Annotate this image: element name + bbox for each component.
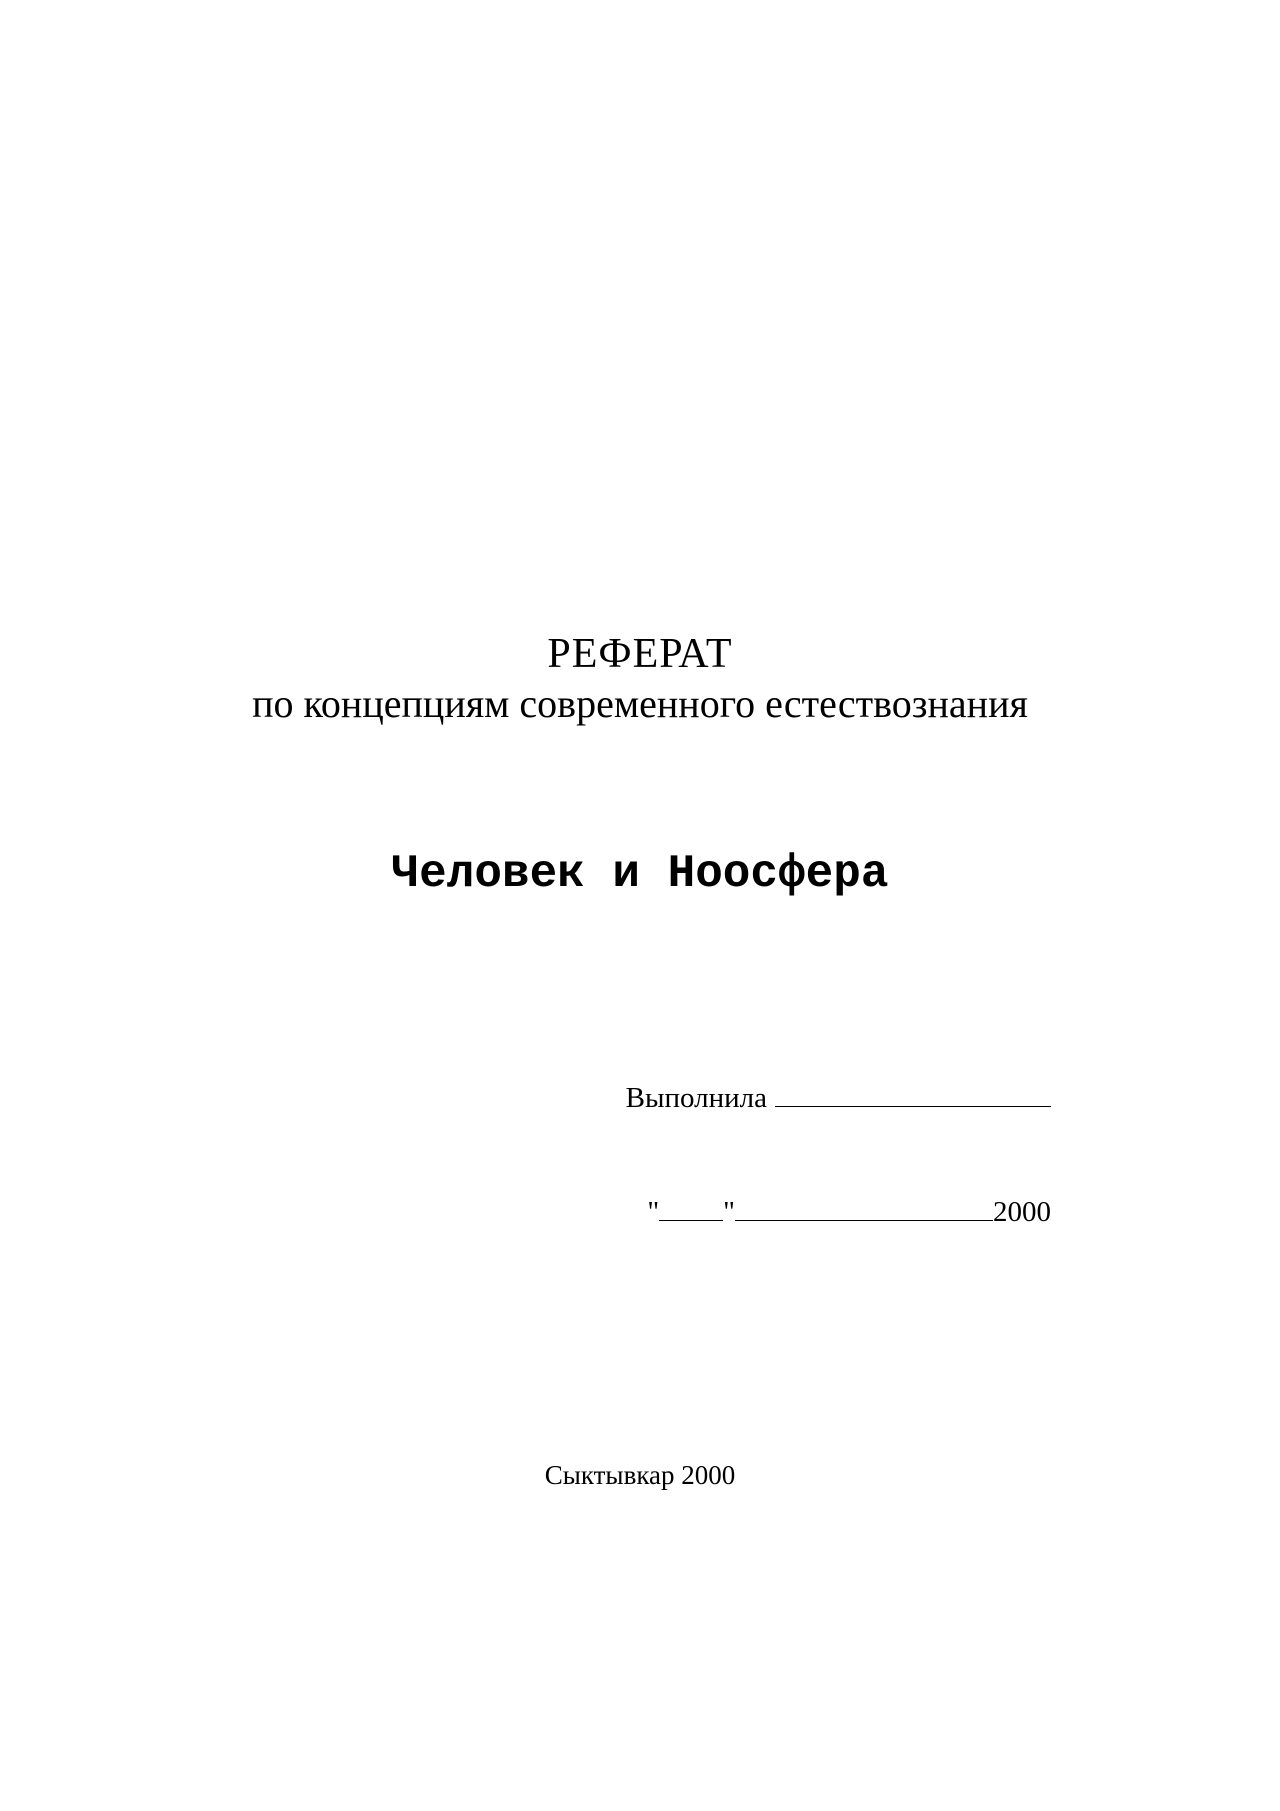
month-blank (735, 1196, 993, 1221)
date-open-quote: " (647, 1196, 660, 1228)
document-type-heading: РЕФЕРАТ (547, 631, 733, 677)
document-title: Человек и Ноосфера (391, 848, 889, 900)
city-year: Сыктывкар 2000 (544, 1460, 736, 1490)
day-blank (659, 1196, 723, 1221)
author-signature-line (626, 1080, 1051, 1116)
author-label: Выполнила (625, 1082, 767, 1114)
subject-line: по концепциям современного естествознания (252, 681, 1028, 726)
date-close-quote: " (723, 1196, 735, 1228)
author-blank (775, 1082, 1051, 1107)
date-line (647, 1194, 1051, 1230)
date-year: 2000 (993, 1196, 1051, 1228)
